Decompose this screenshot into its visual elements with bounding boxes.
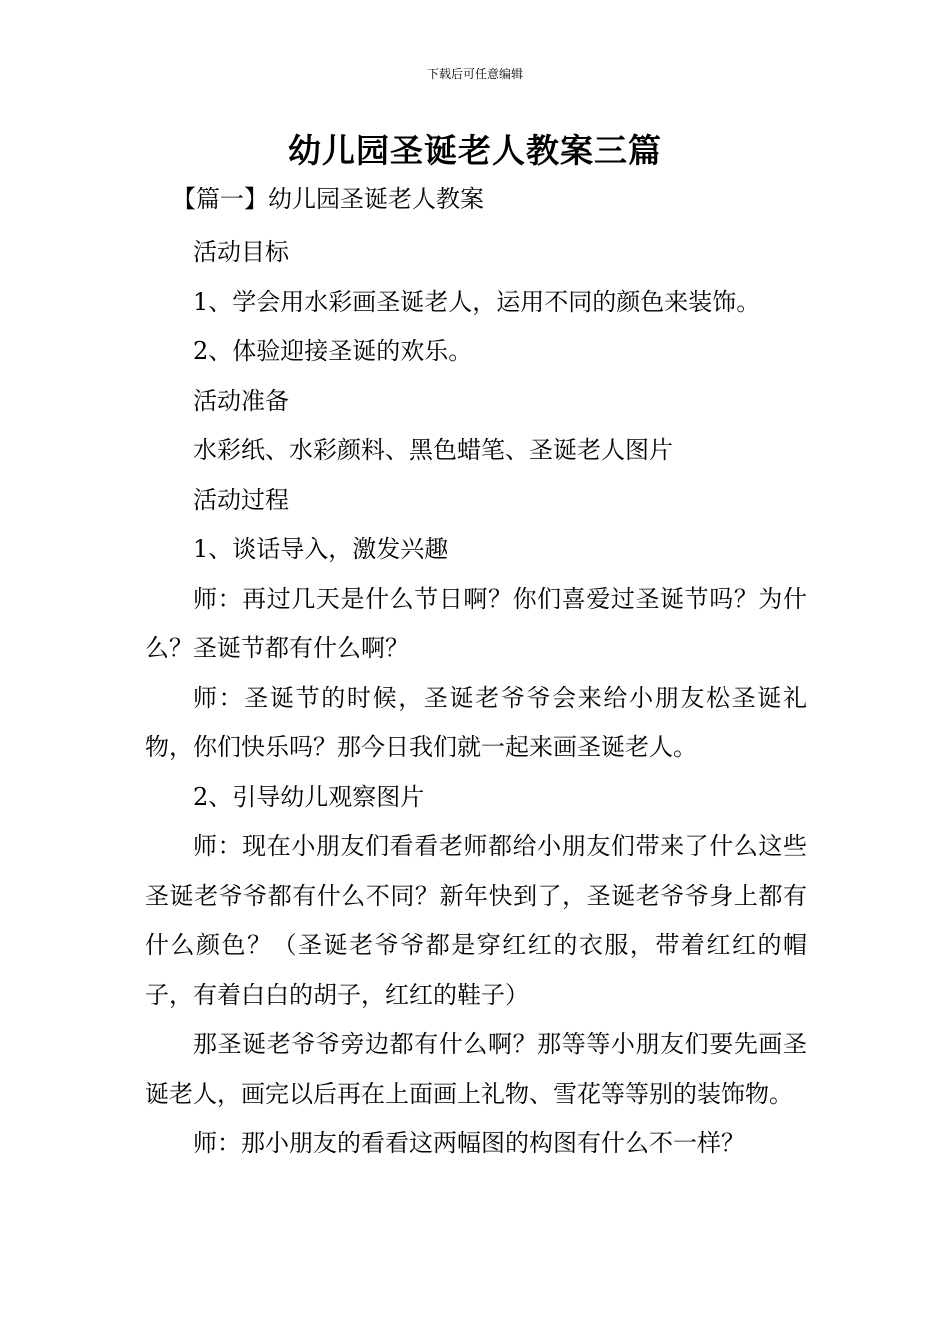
paragraph-goal-1: 1、学会用水彩画圣诞老人，运用不同的颜色来装饰。 (193, 287, 761, 316)
paragraph-activity-preparation: 活动准备 (193, 386, 289, 415)
paragraph-materials: 水彩纸、水彩颜料、黑色蜡笔、圣诞老人图片 (193, 436, 673, 464)
document-title: 幼儿园圣诞老人教案三篇 (288, 131, 662, 170)
document-body (145, 228, 807, 1169)
paragraph-goal-2: 2、体验迎接圣诞的欢乐。 (193, 337, 473, 365)
paragraph-teacher-question-1: 师：再过几天是什么节日啊？你们喜爱过圣诞节吗？为什么？圣诞节都有什么啊？ (145, 584, 807, 662)
paragraph-activity-goals: 活动目标 (193, 238, 289, 266)
paragraph-activity-process: 活动过程 (193, 485, 289, 514)
paragraph-teacher-observation: 师：现在小朋友们看看老师都给小朋友们带来了什么这些圣诞老爷爷都有什么不同？新年快到了，圣诞老爷爷身上都有什么颜色？（圣诞老爷爷都是穿红红的衣服，带着红红的帽子，有着白白的胡子，红红的鞋子） (145, 832, 807, 1009)
paragraph-step-1: 1、谈话导入，激发兴趣 (193, 535, 449, 563)
section-heading: 【篇一】幼儿园圣诞老人教案 (172, 185, 484, 213)
paragraph-decorations: 那圣诞老爷爷旁边都有什么啊？那等等小朋友们要先画圣诞老人，画完以后再在上面画上礼物、雪花等等别的装饰物。 (145, 1030, 807, 1108)
paragraph-teacher-question-2: 师：圣诞节的时候，圣诞老爷爷会来给小朋友松圣诞礼物，你们快乐吗？那今日我们就一起来画圣诞老人。 (145, 683, 807, 761)
page-header-note: 下载后可任意编辑 (426, 67, 523, 81)
paragraph-step-2: 2、引导幼儿观察图片 (193, 782, 425, 811)
paragraph-teacher-composition: 师：那小朋友的看看这两幅图的构图有什么不一样？ (193, 1129, 745, 1157)
